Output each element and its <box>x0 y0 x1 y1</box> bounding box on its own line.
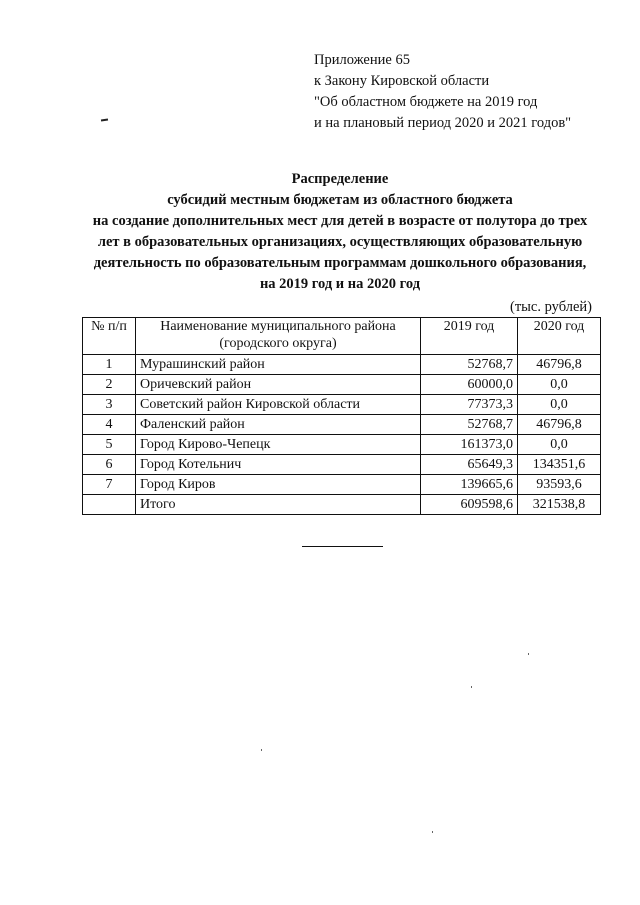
header-name-line1: Наименование муниципального района <box>160 319 396 334</box>
row-name: Город Кирово-Чепецк <box>136 435 421 455</box>
total-label: Итого <box>136 495 421 515</box>
row-2019: 60000,0 <box>421 375 518 395</box>
row-name: Советский район Кировской области <box>136 395 421 415</box>
row-num: 5 <box>83 435 136 455</box>
title-line-5: деятельность по образовательным программам дошкольного образования, <box>93 255 587 271</box>
header-name <box>136 318 421 355</box>
table-row <box>83 355 601 375</box>
header-2020: 2020 год <box>518 318 601 355</box>
scan-speck <box>528 653 529 655</box>
row-2019: 139665,6 <box>421 475 518 495</box>
title-line-4: лет в образовательных организациях, осуществляющих образовательную <box>97 234 583 250</box>
table-row <box>83 375 601 395</box>
row-2019: 161373,0 <box>421 435 518 455</box>
row-num: 1 <box>83 355 136 375</box>
table-header-row <box>83 318 601 355</box>
row-num: 2 <box>83 375 136 395</box>
table-row <box>83 415 601 435</box>
table-row <box>83 395 601 415</box>
row-2019: 65649,3 <box>421 455 518 475</box>
row-name: Оричевский район <box>136 375 421 395</box>
header-num: № п/п <box>83 318 136 355</box>
row-name: Город Котельнич <box>136 455 421 475</box>
title-line-1: Распределение <box>291 171 389 187</box>
title-line-6: на 2019 год и на 2020 год <box>259 276 421 292</box>
row-2020: 46796,8 <box>518 415 601 435</box>
subsidy-table <box>82 317 601 515</box>
table-row <box>83 475 601 495</box>
scan-speck <box>471 686 472 688</box>
appendix-header <box>314 50 571 134</box>
row-num: 6 <box>83 455 136 475</box>
document-title <box>60 169 620 295</box>
row-2020: 0,0 <box>518 375 601 395</box>
total-2019: 609598,6 <box>421 495 518 515</box>
end-divider <box>302 546 383 547</box>
row-2020: 0,0 <box>518 395 601 415</box>
row-num: 7 <box>83 475 136 495</box>
title-line-2: субсидий местным бюджетам из областного бюджета <box>167 192 513 208</box>
scan-speck <box>261 749 262 751</box>
row-num: 4 <box>83 415 136 435</box>
law-title-line2: и на плановый период 2020 и 2021 годов" <box>314 115 572 131</box>
law-title-line1: "Об областном бюджете на 2019 год <box>314 94 538 110</box>
total-row <box>83 495 601 515</box>
scan-speck <box>432 831 433 833</box>
appendix-number: Приложение 65 <box>314 52 410 68</box>
row-name: Мурашинский район <box>136 355 421 375</box>
table-row <box>83 435 601 455</box>
row-2020: 134351,6 <box>518 455 601 475</box>
row-2019: 52768,7 <box>421 415 518 435</box>
header-name-line2: (городского округа) <box>219 336 337 351</box>
row-name: Город Киров <box>136 475 421 495</box>
law-reference: к Закону Кировской области <box>314 73 490 89</box>
row-num: 3 <box>83 395 136 415</box>
row-2019: 52768,7 <box>421 355 518 375</box>
row-2020: 93593,6 <box>518 475 601 495</box>
table-row <box>83 455 601 475</box>
stray-mark <box>101 119 108 122</box>
total-2020: 321538,8 <box>518 495 601 515</box>
header-2019: 2019 год <box>421 318 518 355</box>
title-line-3: на создание дополнительных мест для детей в возрасте от полутора до трех <box>92 213 588 229</box>
row-2020: 0,0 <box>518 435 601 455</box>
units-label: (тыс. рублей) <box>510 299 592 315</box>
total-num-cell <box>83 495 136 515</box>
row-2019: 77373,3 <box>421 395 518 415</box>
row-2020: 46796,8 <box>518 355 601 375</box>
row-name: Фаленский район <box>136 415 421 435</box>
